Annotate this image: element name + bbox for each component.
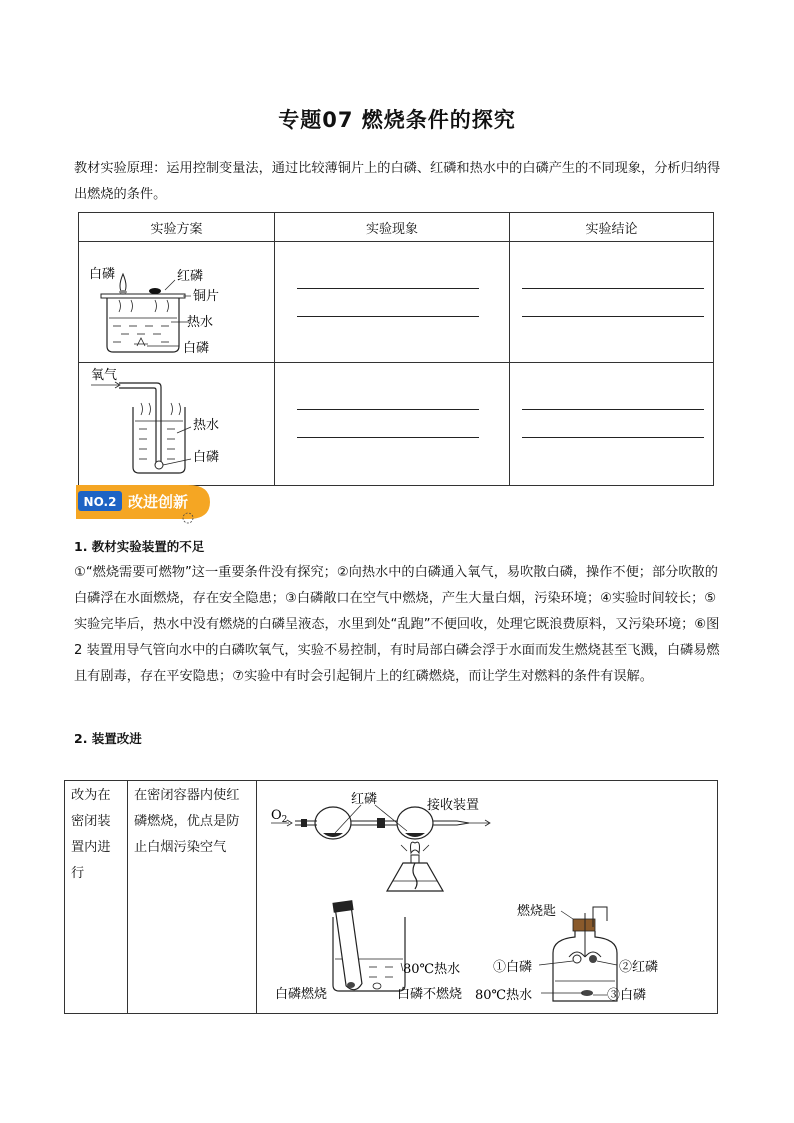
header-conclusion: 实验结论 [510, 213, 714, 242]
fig-bottle-hot-water: 80℃热水 [475, 988, 533, 1003]
improvement-method-cell [65, 781, 128, 1014]
fig2-label-hot-water: 热水 [193, 418, 220, 433]
figure-1-apparatus [79, 242, 274, 358]
fig1-label-copper: 铜片 [193, 289, 220, 304]
improvement-method: 改为在密闭装置内进行 [71, 788, 111, 881]
fig1-label-red-p: 红磷 [177, 269, 204, 284]
improvement-advantage-cell [128, 781, 257, 1014]
fig-red-p-label: 红磷 [351, 792, 378, 807]
experiment-table [78, 212, 714, 486]
fig-o2-label: $O_2$ [271, 808, 288, 825]
fig-bottle-l3: ③白磷 [607, 988, 647, 1003]
page-title: 专题07 燃烧条件的探究 [278, 108, 516, 132]
header-phenomenon: 实验现象 [275, 213, 510, 242]
fig-tube-hot-water: 80℃热水 [403, 962, 461, 977]
conclusion-cell-1 [510, 242, 714, 363]
fig-receiver-label: 接收装置 [427, 798, 480, 813]
answer-line [522, 288, 704, 289]
fig2-label-white-p: 白磷 [193, 450, 220, 465]
badge-number: NO.2 [83, 495, 117, 509]
intro-paragraph: 教材实验原理：运用控制变量法，通过比较薄铜片上的白磷、红磷和热水中的白磷产生的不同现象，分析归纳得出燃烧的条件。 [74, 161, 721, 202]
answer-line [522, 437, 704, 438]
phenomenon-cell-2 [275, 363, 510, 486]
improvement-advantage: 在密闭容器内使红磷燃烧，优点是防止白烟污染空气 [134, 788, 240, 855]
fig1-label-white-p-2: 白磷 [183, 341, 210, 356]
figure-1-cell [79, 242, 275, 363]
section-1-body: ①“燃烧需要可燃物”这一重要条件没有探究；②向热水中的白磷通入氧气，易吹散白磷，操作不便；部分吹散的白磷浮在水面燃烧，存在安全隐患；③白磷敞口在空气中燃烧，产生大量白烟，污染环境；④实验时间较长；⑤实验完毕后，热水中没有燃烧的白磷呈液态，水里到处“乱跑”不便回收，处理它既浪费原料，又污染环境；⑥图 2 装置用导气管向水中的白磷吹氧气，实验不易控制，有时局部白磷会浮于水面而发生燃烧甚至飞溅，白磷易燃且有剧毒，存在平安隐患；⑦实验中有时会引起铜片上的红磷燃烧，而让学生对燃料的条件有误解。 [74, 565, 720, 684]
conclusion-cell-2 [510, 363, 714, 486]
phenomenon-cell-1 [275, 242, 510, 363]
figure-2-cell [79, 363, 275, 486]
fig-tube-burn: 白磷燃烧 [275, 987, 328, 1002]
improvement-table [64, 780, 718, 1014]
answer-line [297, 288, 479, 289]
answer-line [522, 316, 704, 317]
section-2-heading: 2. 装置改进 [74, 731, 142, 746]
fig-tube-no-burn: 白磷不燃烧 [397, 987, 463, 1002]
answer-line [297, 437, 479, 438]
section-1-heading: 1. 教材实验装置的不足 [74, 539, 205, 554]
section-badge [76, 481, 216, 525]
fig-bottle-spoon: 燃烧匙 [517, 904, 557, 919]
answer-line [522, 409, 704, 410]
fig1-label-white-p: 白磷 [89, 267, 116, 282]
fig-bottle-l2: ②红磷 [619, 960, 659, 975]
header-plan: 实验方案 [79, 213, 275, 242]
fig2-label-oxygen: 氧气 [91, 368, 118, 383]
fig-bottle-l1: ①白磷 [493, 960, 533, 975]
badge-text: 改进创新 [128, 493, 189, 511]
improvement-figure-cell [257, 781, 718, 1014]
figure-2-apparatus [79, 363, 274, 481]
answer-line [297, 409, 479, 410]
fig1-label-hot-water: 热水 [187, 315, 214, 330]
improved-apparatus [257, 781, 691, 1009]
answer-line [297, 316, 479, 317]
